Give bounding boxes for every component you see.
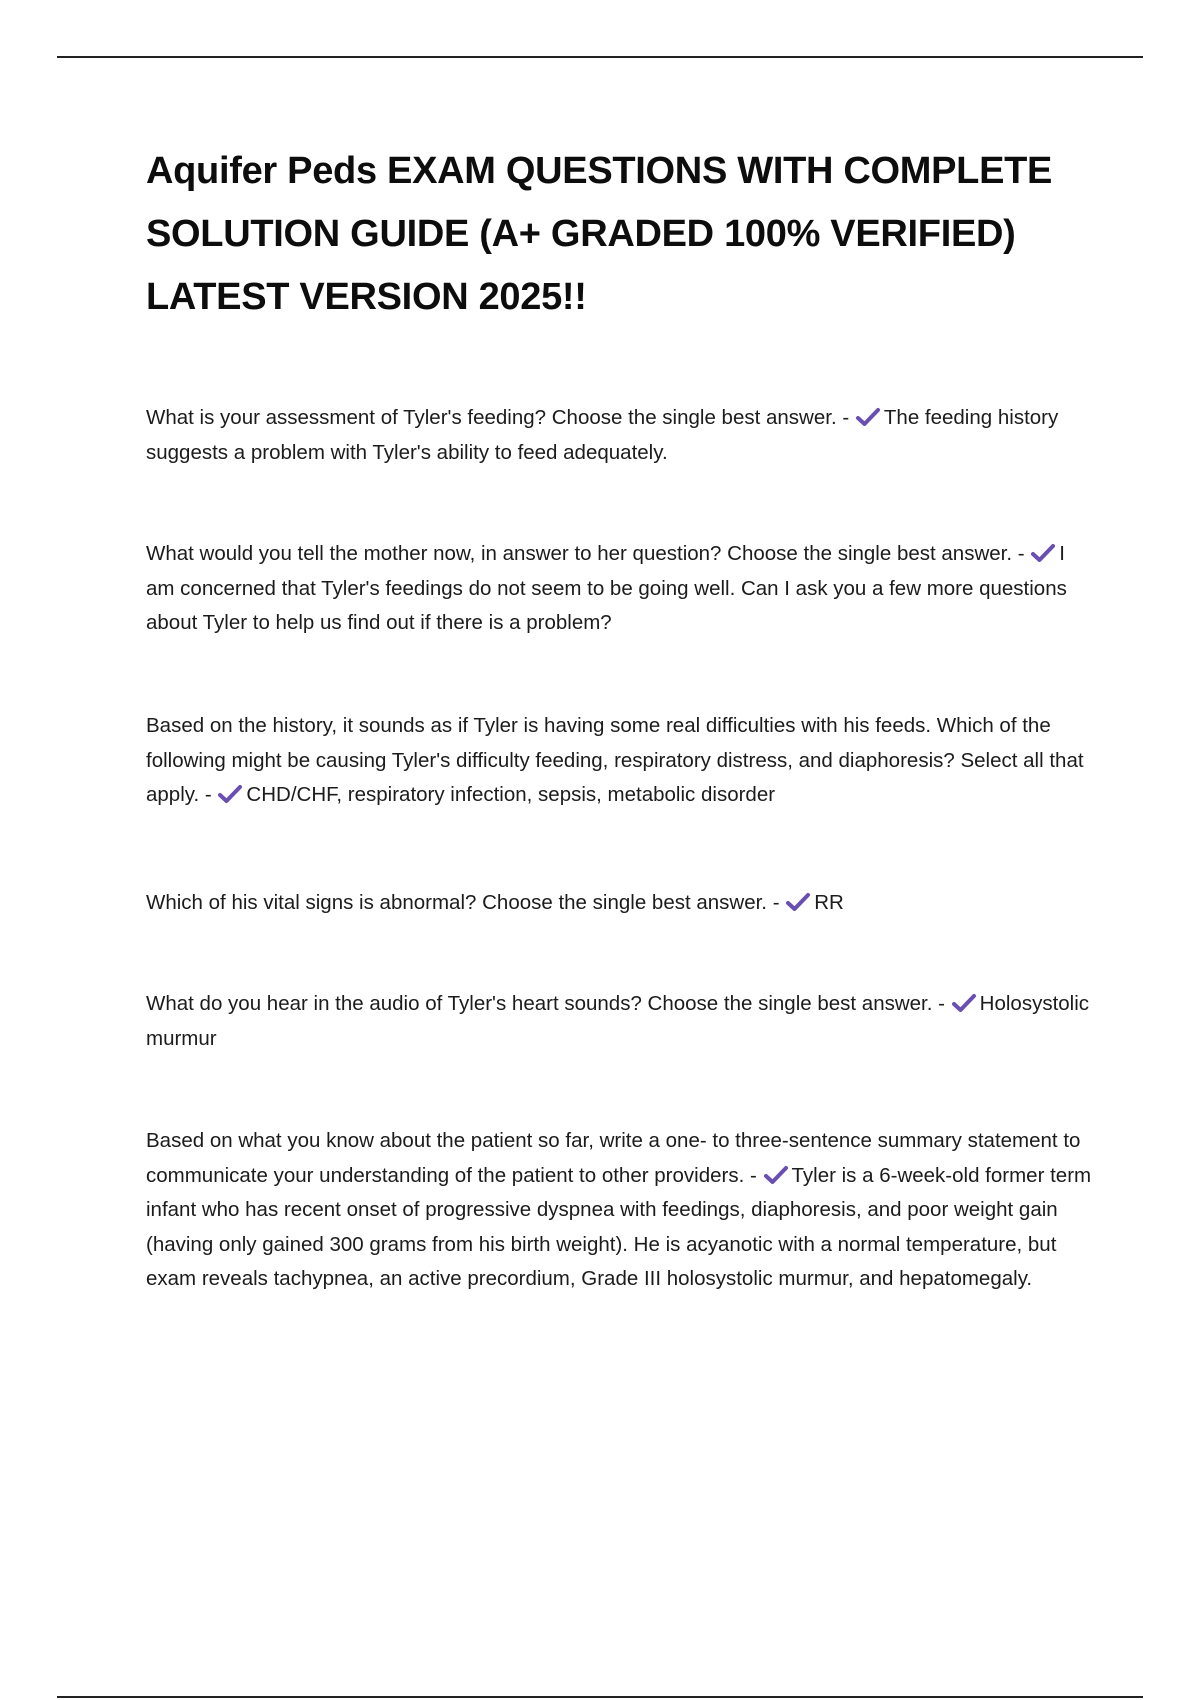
question-text: What do you hear in the audio of Tyler's heart sounds? Choose the single best answer. xyxy=(146,992,933,1015)
check-icon xyxy=(763,1165,789,1185)
qa-item xyxy=(146,987,1096,1056)
separator: - xyxy=(1017,542,1025,565)
check-icon xyxy=(951,993,977,1013)
separator: - xyxy=(938,992,945,1015)
check-icon xyxy=(785,892,811,912)
qa-item xyxy=(146,1124,1096,1297)
question-text: Based on what you know about the patient so far, write a one- to three-sentence summary statement to communicate your understanding of the patient to other providers. xyxy=(146,1129,1081,1187)
check-icon xyxy=(217,784,243,804)
bottom-divider xyxy=(57,1696,1143,1698)
answer-text: I am concerned that Tyler's feedings do not seem to be going well. Can I ask you a few more questions about Tyler to help us find out if there is a problem? xyxy=(146,542,1067,634)
question-text: What would you tell the mother now, in answer to her question? Choose the single best answer. xyxy=(146,542,1013,565)
answer-text: CHD/CHF, respiratory infection, sepsis, metabolic disorder xyxy=(246,783,776,806)
separator: - xyxy=(204,783,212,806)
separator: - xyxy=(749,1163,757,1187)
separator: - xyxy=(772,891,780,914)
page-title: Aquifer Peds EXAM QUESTIONS WITH COMPLETE SOLUTION GUIDE (A+ GRADED 100% VERIFIED) LATEST VERSION 2025!! xyxy=(146,150,1053,318)
qa-item xyxy=(146,886,1096,921)
qa-item xyxy=(146,537,1096,641)
check-icon xyxy=(1030,543,1056,563)
question-text: Based on the history, it sounds as if Tyler is having some real difficulties with his feeds. Which of the following might be causing Tyler's difficulty feeding, respiratory distress, and diaphoresis? Select all that apply. xyxy=(146,714,1084,806)
answer-text: Holosystolic murmur xyxy=(146,992,1090,1050)
qa-item xyxy=(146,709,1096,813)
answer-text: The feeding history suggests a problem with Tyler's ability to feed adequately. xyxy=(146,406,1059,464)
answer-text: Tyler is a 6-week-old former term infant who has recent onset of progressive dyspnea with feedings, diaphoresis, and poor weight gain (having only gained 300 grams from his birth weight). He is acyanotic with a normal temperature, but exam reveals tachypnea, an active precordium, Grade III holosystolic murmur, and hepatomegaly. xyxy=(146,1163,1092,1290)
qa-item xyxy=(146,401,1096,470)
answer-text: RR xyxy=(814,891,844,914)
check-icon xyxy=(855,407,881,427)
top-divider xyxy=(57,56,1143,58)
question-text: What is your assessment of Tyler's feeding? Choose the single best answer. xyxy=(146,406,837,429)
question-text: Which of his vital signs is abnormal? Choose the single best answer. xyxy=(146,891,768,914)
separator: - xyxy=(842,406,850,429)
